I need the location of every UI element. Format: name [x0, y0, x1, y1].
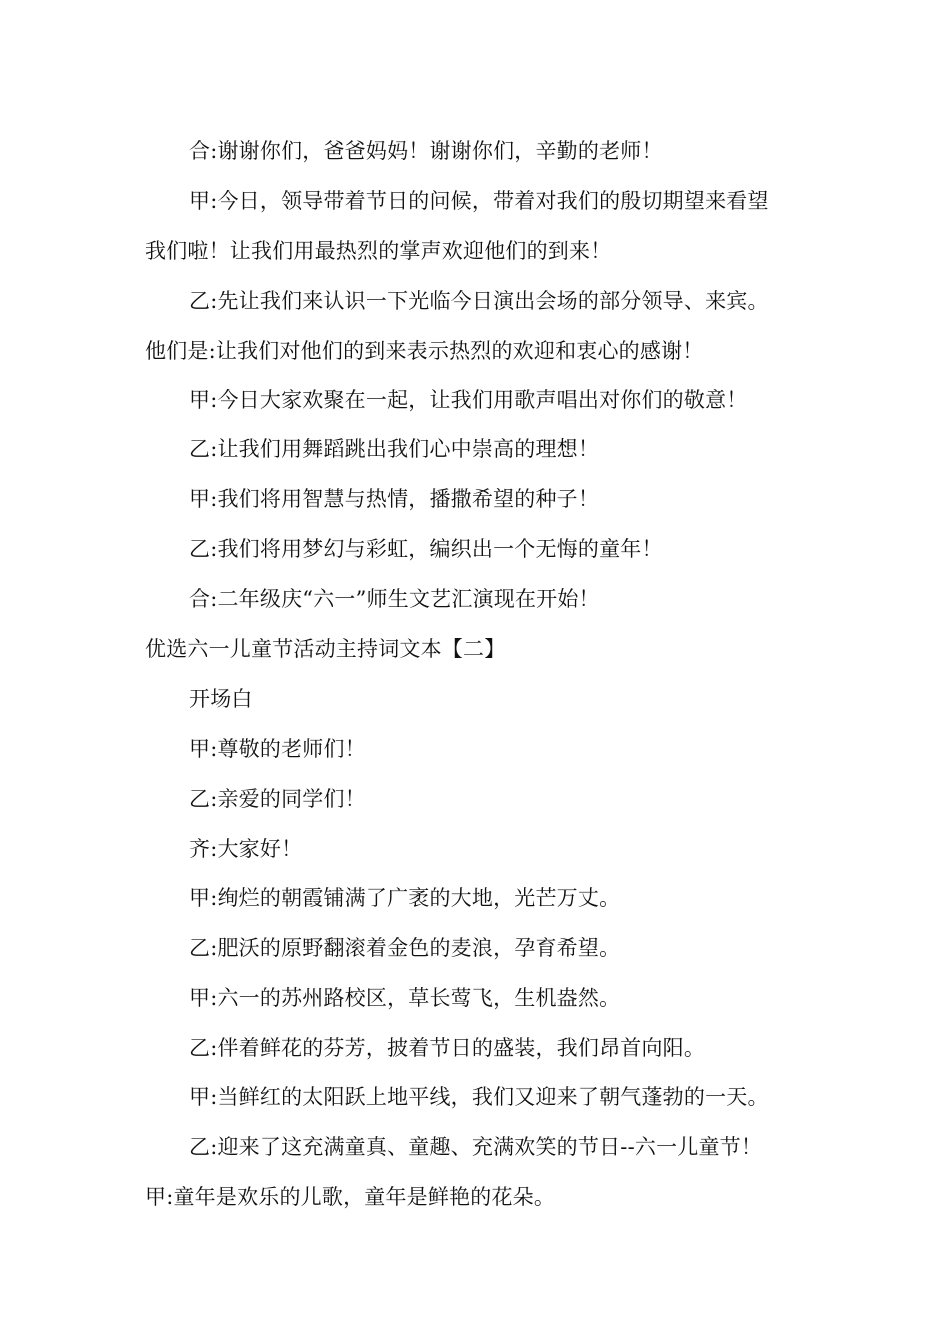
subheading: 开场白: [189, 687, 253, 711]
text-line: 甲:尊敬的老师们！: [189, 737, 366, 761]
text-line: 乙:先让我们来认识一下光临今日演出会场的部分领导、来宾。: [189, 289, 769, 313]
text-line: 甲:今日，领导带着节日的问候，带着对我们的殷切期望来看望: [189, 189, 769, 213]
text-line: 乙:我们将用梦幻与彩虹，编织出一个无悔的童年！: [189, 537, 663, 561]
text-line: 齐:大家好！: [189, 837, 303, 861]
text-line: 他们是:让我们对他们的到来表示热烈的欢迎和衷心的感谢！: [145, 339, 704, 363]
text-line: 乙:亲爱的同学们！: [189, 787, 366, 811]
text-line: 甲:今日大家欢聚在一起，让我们用歌声唱出对你们的敬意！: [189, 388, 748, 412]
section-heading: 优选六一儿童节活动主持词文本【二】: [145, 637, 506, 661]
text-line: 乙:迎来了这充满童真、童趣、充满欢笑的节日--六一儿童节！: [189, 1135, 763, 1159]
text-line: 甲:当鲜红的太阳跃上地平线，我们又迎来了朝气蓬勃的一天。: [189, 1085, 769, 1109]
text-line: 我们啦！让我们用最热烈的掌声欢迎他们的到来！: [145, 239, 612, 263]
text-line: 甲:六一的苏州路校区，草长莺飞，生机盎然。: [189, 986, 621, 1010]
text-line: 甲:我们将用智慧与热情，播撒希望的种子！: [189, 487, 600, 511]
text-line: 甲:童年是欢乐的儿歌，童年是鲜艳的花朵。: [145, 1185, 556, 1209]
text-line: 合:谢谢你们，爸爸妈妈！谢谢你们，辛勤的老师！: [189, 139, 663, 163]
text-line: 乙:让我们用舞蹈跳出我们心中崇高的理想！: [189, 437, 600, 461]
text-line: 合:二年级庆“六一”师生文艺汇演现在开始！: [189, 587, 600, 611]
text-line: 乙:伴着鲜花的芬芳，披着节日的盛装，我们昂首向阳。: [189, 1036, 706, 1060]
text-line: 乙:肥沃的原野翻滚着金色的麦浪，孕育希望。: [189, 936, 621, 960]
text-line: 甲:绚烂的朝霞铺满了广袤的大地，光芒万丈。: [189, 886, 621, 910]
